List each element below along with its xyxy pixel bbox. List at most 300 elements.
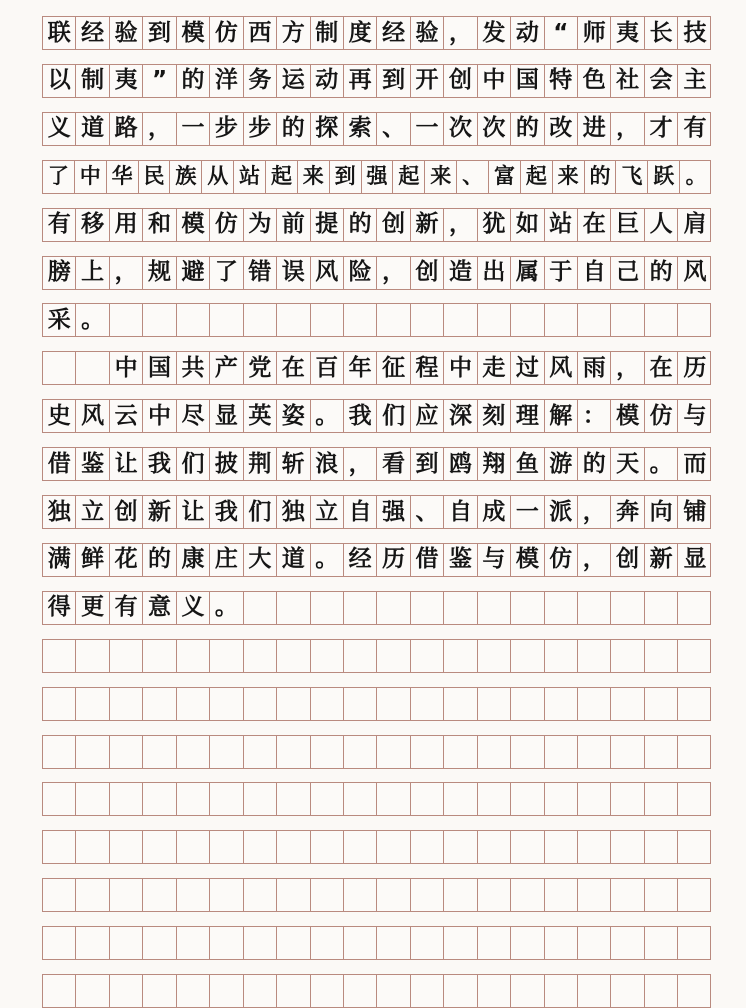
grid-cell: 风 [76,400,109,432]
grid-cell [545,879,578,911]
grid-cell [43,975,76,1007]
grid-cell: 的 [277,113,310,145]
grid-cell: 验 [110,17,143,49]
grid-cell: 立 [76,496,109,528]
grid-cell: 己 [611,257,644,289]
grid-cell: 刻 [478,400,511,432]
grid-row [42,399,711,433]
grid-cell [444,831,477,863]
grid-cell: 庄 [210,544,243,576]
grid-cell [377,592,410,624]
grid-cell: 奔 [611,496,644,528]
grid-cell [444,736,477,768]
grid-cell [678,975,711,1007]
grid-cell: 移 [76,209,109,241]
grid-cell [311,927,344,959]
grid-cell: 道 [277,544,310,576]
grid-cell: ， [110,257,143,289]
grid-row [42,830,711,864]
grid-cell: 中 [110,352,143,384]
grid-cell: 中 [75,161,107,193]
grid-cell: 独 [43,496,76,528]
grid-cell: 避 [177,257,210,289]
grid-cell: ， [143,113,176,145]
grid-cell: 立 [311,496,344,528]
grid-cell: ， [611,113,644,145]
grid-cell [377,975,410,1007]
grid-cell: 风 [311,257,344,289]
grid-cell [311,688,344,720]
grid-cell: 在 [578,209,611,241]
grid-row [42,160,711,194]
grid-cell: 模 [177,17,210,49]
grid-cell [478,975,511,1007]
grid-cell: 制 [311,17,344,49]
grid-cell [110,736,143,768]
grid-cell: 用 [110,209,143,241]
grid-cell [611,688,644,720]
grid-cell [177,688,210,720]
grid-cell [377,879,410,911]
grid-cell [277,688,310,720]
grid-cell [177,831,210,863]
grid-cell [244,831,277,863]
grid-cell: 运 [277,65,310,97]
grid-cell: 应 [411,400,444,432]
grid-cell: 到 [411,448,444,480]
grid-cell [545,975,578,1007]
grid-cell [678,879,711,911]
grid-cell: 巨 [611,209,644,241]
grid-cell [277,879,310,911]
grid-cell [578,927,611,959]
grid-cell: 鉴 [76,448,109,480]
grid-cell [478,592,511,624]
grid-cell: 来 [425,161,457,193]
grid-cell [678,927,711,959]
grid-cell [43,736,76,768]
grid-cell [645,783,678,815]
grid-cell [76,736,109,768]
grid-cell [143,304,176,336]
grid-cell [545,927,578,959]
grid-cell: “ [545,17,578,49]
grid-cell: 解 [545,400,578,432]
grid-cell: 造 [444,257,477,289]
grid-cell [645,688,678,720]
grid-cell [511,783,544,815]
grid-cell [110,640,143,672]
grid-cell: 征 [377,352,410,384]
grid-cell: 步 [244,113,277,145]
grid-cell [344,592,377,624]
grid-cell [76,975,109,1007]
grid-cell [110,975,143,1007]
grid-cell [344,831,377,863]
grid-cell: 显 [210,400,243,432]
grid-cell [545,304,578,336]
grid-cell: 鸥 [444,448,477,480]
grid-cell: 主 [683,67,707,94]
grid-cell [411,831,444,863]
grid-cell [411,640,444,672]
grid-cell: 师 [578,17,611,49]
grid-cell [110,304,143,336]
grid-cell [344,927,377,959]
grid-cell: 经 [377,17,410,49]
grid-cell: 程 [411,352,444,384]
grid-cell: 的 [143,544,176,576]
grid-cell: 义 [177,592,210,624]
grid-cell: 年 [344,352,377,384]
grid-cell [43,352,76,384]
grid-cell: 、 [411,496,444,528]
grid-row [42,974,711,1008]
grid-cell: 度 [344,17,377,49]
grid-cell: 让 [177,496,210,528]
grid-cell [578,879,611,911]
grid-cell [545,783,578,815]
grid-cell: 康 [177,544,210,576]
grid-cell [110,927,143,959]
grid-cell [311,640,344,672]
grid-cell [511,927,544,959]
grid-row [42,351,711,385]
grid-cell: 借 [43,448,76,480]
grid-cell [578,975,611,1007]
grid-cell [43,879,76,911]
grid-cell: 有 [683,115,707,142]
grid-cell [277,592,310,624]
grid-cell [444,879,477,911]
grid-cell: 西 [244,17,277,49]
grid-cell: 们 [377,400,410,432]
grid-cell: 让 [110,448,143,480]
grid-cell: ， [377,257,410,289]
grid-cell: 误 [277,257,310,289]
grid-cell [143,640,176,672]
grid-cell: 党 [244,352,277,384]
grid-cell [244,304,277,336]
grid-cell: 。 [645,448,678,480]
grid-cell [678,736,711,768]
grid-cell [277,736,310,768]
grid-cell: 路 [110,113,143,145]
grid-cell: 再 [344,65,377,97]
grid-cell: 仿 [210,17,243,49]
grid-cell [311,736,344,768]
grid-cell [678,304,711,336]
grid-cell: 云 [110,400,143,432]
grid-cell: 有 [43,209,76,241]
grid-cell [311,304,344,336]
grid-cell [177,975,210,1007]
grid-cell: 规 [143,257,176,289]
grid-cell: 索 [344,113,377,145]
grid-cell: 飞 [616,161,648,193]
grid-cell: 创 [444,65,477,97]
grid-cell [344,640,377,672]
grid-cell: 创 [377,209,410,241]
grid-cell [511,736,544,768]
grid-cell: ， [344,448,377,480]
grid-cell [578,592,611,624]
grid-cell: 自 [344,496,377,528]
grid-cell: 属 [511,257,544,289]
grid-cell: 史 [43,400,76,432]
grid-cell: 强 [362,161,394,193]
grid-cell: ， [444,17,477,49]
grid-cell: 大 [244,544,277,576]
grid-cell [611,736,644,768]
grid-cell [210,831,243,863]
grid-cell: 。 [311,544,344,576]
grid-cell [244,640,277,672]
grid-cell: 在 [277,352,310,384]
grid-cell [377,688,410,720]
grid-cell: 创 [411,257,444,289]
grid-cell: 技 [683,19,707,46]
grid-cell [511,831,544,863]
grid-cell: 起 [393,161,425,193]
grid-cell: 独 [277,496,310,528]
grid-cell [177,927,210,959]
grid-cell [678,688,711,720]
grid-row [42,64,711,98]
grid-cell [444,640,477,672]
grid-cell: 斩 [277,448,310,480]
grid-cell [210,927,243,959]
grid-cell [210,688,243,720]
grid-cell [244,736,277,768]
grid-cell [143,975,176,1007]
grid-cell [678,831,711,863]
grid-cell [76,640,109,672]
grid-cell [277,783,310,815]
grid-cell: 国 [511,65,544,97]
grid-cell: 借 [411,544,444,576]
grid-cell [377,831,410,863]
grid-cell: 改 [545,113,578,145]
grid-cell: 站 [234,161,266,193]
grid-cell [277,831,310,863]
grid-cell: 游 [545,448,578,480]
grid-cell: 得 [43,592,76,624]
grid-cell [344,975,377,1007]
grid-cell [311,879,344,911]
grid-cell: 制 [76,65,109,97]
grid-cell [611,640,644,672]
grid-cell: 创 [611,544,644,576]
grid-cell [511,304,544,336]
grid-cell: 自 [578,257,611,289]
grid-cell [645,640,678,672]
grid-cell: 民 [139,161,171,193]
grid-cell [76,879,109,911]
grid-row [42,495,711,529]
grid-cell [411,688,444,720]
grid-cell: 以 [43,65,76,97]
grid-row [42,735,711,769]
grid-cell: 动 [311,65,344,97]
grid-cell: 花 [110,544,143,576]
grid-cell [545,688,578,720]
grid-cell [277,304,310,336]
grid-cell: 历 [683,354,707,381]
grid-cell [611,831,644,863]
grid-cell: 的 [511,113,544,145]
grid-cell: 鉴 [444,544,477,576]
grid-cell: 的 [578,448,611,480]
grid-cell: 荆 [244,448,277,480]
grid-cell: 险 [344,257,377,289]
grid-cell: 而 [683,450,707,477]
grid-cell: 经 [76,17,109,49]
grid-cell [545,831,578,863]
grid-cell [143,831,176,863]
grid-cell [611,927,644,959]
grid-cell [444,927,477,959]
grid-cell [210,783,243,815]
grid-cell: 强 [377,496,410,528]
grid-cell [377,736,410,768]
grid-cell [511,879,544,911]
grid-cell: 创 [110,496,143,528]
grid-cell: 探 [311,113,344,145]
grid-cell [645,975,678,1007]
grid-row [42,878,711,912]
grid-cell: 进 [578,113,611,145]
grid-cell: 国 [143,352,176,384]
grid-cell [43,927,76,959]
grid-cell [344,688,377,720]
grid-row [42,256,711,290]
grid-cell: 风 [683,259,707,285]
grid-cell: 英 [244,400,277,432]
grid-row [42,543,711,577]
grid-cell [411,879,444,911]
grid-cell [344,736,377,768]
grid-cell: 才 [645,113,678,145]
grid-cell: 起 [521,161,553,193]
grid-cell: 从 [202,161,234,193]
grid-cell: 特 [545,65,578,97]
grid-cell: 人 [645,209,678,241]
grid-cell: 。 [210,592,243,624]
grid-cell [511,640,544,672]
grid-cell [411,975,444,1007]
grid-cell [344,783,377,815]
grid-cell [244,975,277,1007]
grid-cell [645,304,678,336]
grid-cell: 来 [298,161,330,193]
grid-cell [444,304,477,336]
grid-cell: 务 [244,65,277,97]
grid-cell: 在 [645,352,678,384]
grid-cell: 验 [411,17,444,49]
grid-cell [311,783,344,815]
grid-cell: 夷 [110,65,143,97]
grid-cell: ， [444,209,477,241]
grid-cell [76,831,109,863]
grid-cell: 中 [444,352,477,384]
grid-cell [478,879,511,911]
grid-cell: 洋 [210,65,243,97]
grid-cell: 族 [170,161,202,193]
grid-cell [578,783,611,815]
grid-cell: 共 [177,352,210,384]
grid-cell [478,831,511,863]
grid-cell: 我 [143,448,176,480]
grid-cell [110,783,143,815]
grid-cell: 到 [330,161,362,193]
grid-cell: 仿 [645,400,678,432]
grid-cell: 看 [377,448,410,480]
grid-cell: 姿 [277,400,310,432]
grid-cell [478,783,511,815]
grid-cell [611,592,644,624]
grid-cell [143,879,176,911]
grid-cell [210,640,243,672]
grid-cell: 步 [210,113,243,145]
grid-cell: ， [611,352,644,384]
grid-cell: 新 [645,544,678,576]
grid-cell [277,927,310,959]
grid-cell: 出 [478,257,511,289]
grid-cell [210,879,243,911]
grid-cell: 新 [411,209,444,241]
grid-cell [611,783,644,815]
grid-cell: 我 [344,400,377,432]
grid-cell: 意 [143,592,176,624]
grid-cell [578,831,611,863]
grid-cell: 更 [76,592,109,624]
grid-cell: 联 [43,17,76,49]
grid-cell [444,975,477,1007]
grid-cell [110,879,143,911]
grid-cell: 的 [177,65,210,97]
grid-cell: 前 [277,209,310,241]
grid-cell: 们 [244,496,277,528]
grid-cell: 社 [611,65,644,97]
grid-cell: 深 [444,400,477,432]
grid-cell [578,304,611,336]
grid-cell: 次 [444,113,477,145]
grid-cell: 如 [511,209,544,241]
grid-cell [645,736,678,768]
grid-cell: 采 [43,304,76,336]
grid-cell [311,975,344,1007]
grid-cell [411,927,444,959]
grid-cell [210,736,243,768]
grid-cell: 成 [478,496,511,528]
grid-cell: 提 [311,209,344,241]
grid-row [42,782,711,816]
grid-cell [411,736,444,768]
grid-cell: 鱼 [511,448,544,480]
grid-cell [177,736,210,768]
grid-cell: 过 [511,352,544,384]
grid-cell: 次 [478,113,511,145]
grid-cell [143,736,176,768]
grid-row [42,303,711,337]
grid-cell [43,783,76,815]
grid-cell: 起 [266,161,298,193]
grid-cell [678,783,711,815]
grid-cell: ， [578,496,611,528]
grid-cell [478,688,511,720]
grid-row [42,112,711,146]
